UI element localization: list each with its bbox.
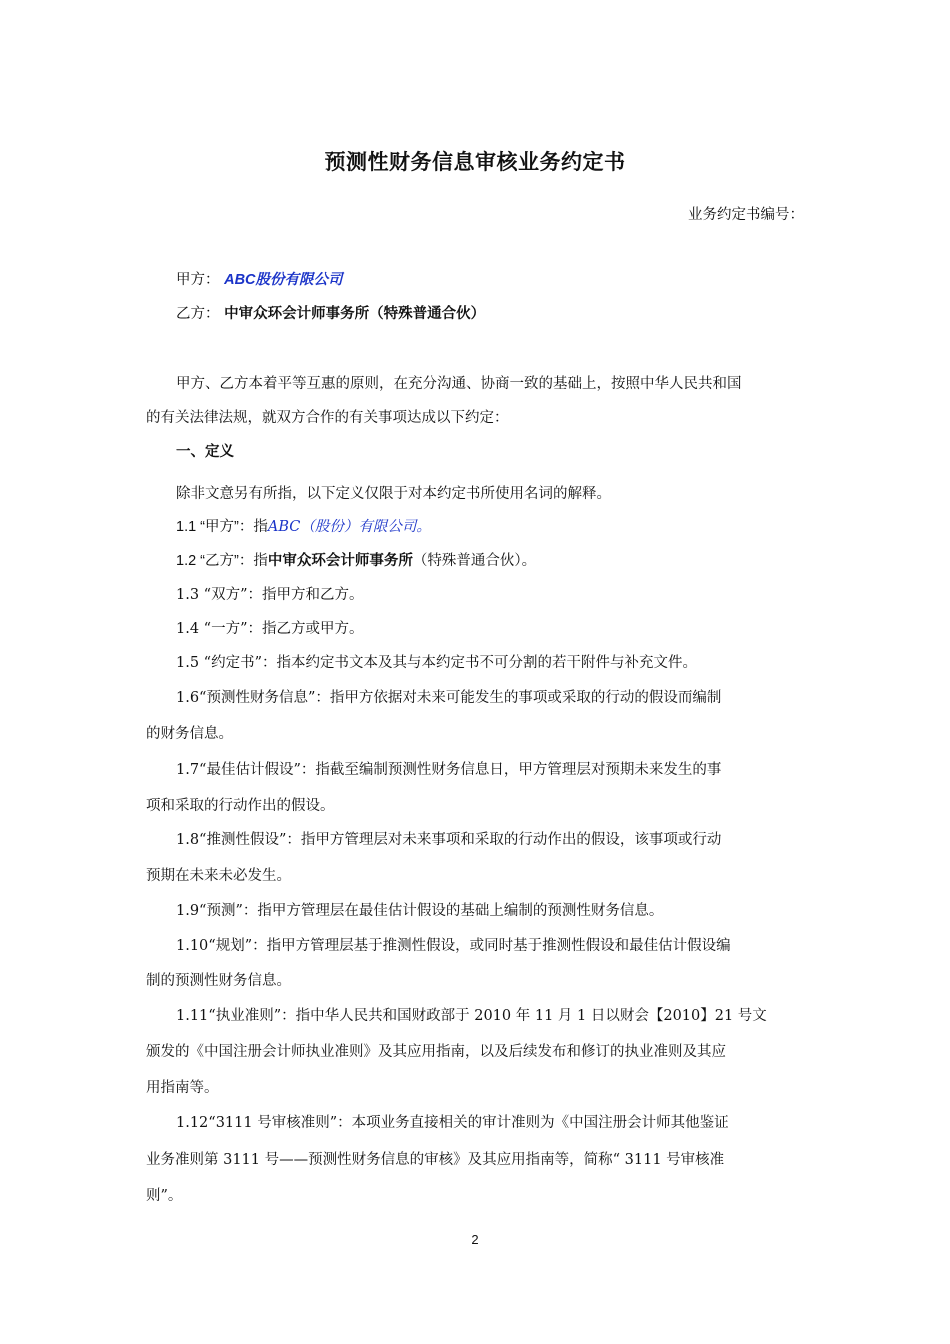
party-a-line: [176, 270, 343, 290]
definition-1-12-line-2: 业务准则第 3111 号——预测性财务信息的审核》及其应用指南等，简称“ 3111 号审核准: [146, 1152, 725, 1168]
document-title: 预测性财务信息审核业务约定书: [324, 150, 626, 174]
definition-1-3: 1.3 “双方”：指甲方和乙方。: [176, 587, 364, 603]
party-b-name: 中审众环会计师事务所（特殊普通合伙）: [224, 306, 486, 322]
definition-1-4: 1.4 “一方”：指乙方或甲方。: [176, 621, 364, 637]
definition-1-9: 1.9“预测”：指甲方管理层在最佳估计假设的基础上编制的预测性财务信息。: [176, 903, 664, 919]
definition-1-11-line-2: 颁发的《中国注册会计师执业准则》及其应用指南，以及后续发布和修订的执业准则及其应: [146, 1044, 726, 1060]
definition-1-2-suffix: （特殊普通合伙）。: [412, 553, 537, 569]
definition-1-7-line-1: 1.7“最佳估计假设”：指截至编制预测性财务信息日，甲方管理层对预期未来发生的事: [176, 762, 722, 778]
intro-paragraph-line-2: 的有关法律法规，就双方合作的有关事项达成以下约定：: [146, 410, 509, 426]
intro-paragraph-line-1: 甲方、乙方本着平等互惠的原则，在充分沟通、协商一致的基础上，按照中华人民共和国: [176, 376, 742, 392]
definition-1-8-line-2: 预期在未来未必发生。: [146, 868, 291, 884]
definition-1-11-line-1: 1.11“执业准则”：指中华人民共和国财政部于 2010 年 11 月 1 日以财会【2010】21 号文: [176, 1008, 767, 1024]
definition-1-5: 1.5 “约定书”：指本约定书文本及其与本约定书不可分割的若干附件与补充文件。: [176, 655, 697, 671]
definition-1-6-line-2: 的财务信息。: [146, 726, 233, 742]
definition-1-10-line-1: 1.10“规划”：指甲方管理层基于推测性假设，或同时基于推测性假设和最佳估计假设编: [176, 938, 731, 954]
definition-1-11-line-3: 用指南等。: [146, 1080, 219, 1096]
party-a-label: 甲方：: [176, 272, 220, 288]
section-heading-definitions: 一、定义: [176, 444, 234, 460]
definition-1-1-value: ABC（股份）有限公司。: [267, 519, 431, 535]
page-number: 2: [471, 1232, 479, 1247]
definition-1-7-line-2: 项和采取的行动作出的假设。: [146, 798, 335, 814]
definition-1-10-line-2: 制的预测性财务信息。: [146, 973, 291, 989]
definitions-intro: 除非文意另有所指，以下定义仅限于对本约定书所使用名词的解释。: [176, 486, 611, 502]
definition-1-2-prefix: 1.2 “乙方”：指: [176, 553, 268, 569]
definition-1-8-line-1: 1.8“推测性假设”：指甲方管理层对未来事项和采取的行动作出的假设，该事项或行动: [176, 832, 722, 848]
party-b-label: 乙方：: [176, 306, 220, 322]
definition-1-6-line-1: 1.6“预测性财务信息”：指甲方依据对未来可能发生的事项或采取的行动的假设而编制: [176, 690, 722, 706]
party-a-name: ABC股份有限公司: [224, 272, 343, 288]
definition-1-1-prefix: 1.1 “甲方”：指: [176, 519, 268, 535]
definition-1-2-bold: 中审众环会计师事务所: [267, 552, 413, 569]
party-b-line: [176, 304, 485, 324]
definition-1-12-line-3: 则”。: [146, 1188, 183, 1204]
definition-1-2: [176, 551, 536, 571]
definition-1-12-line-1: 1.12“3111 号审核准则”：本项业务直接相关的审计准则为《中国注册会计师其他鉴证: [176, 1115, 729, 1131]
contract-number-label: 业务约定书编号：: [688, 207, 804, 223]
definition-1-1: [176, 517, 431, 537]
